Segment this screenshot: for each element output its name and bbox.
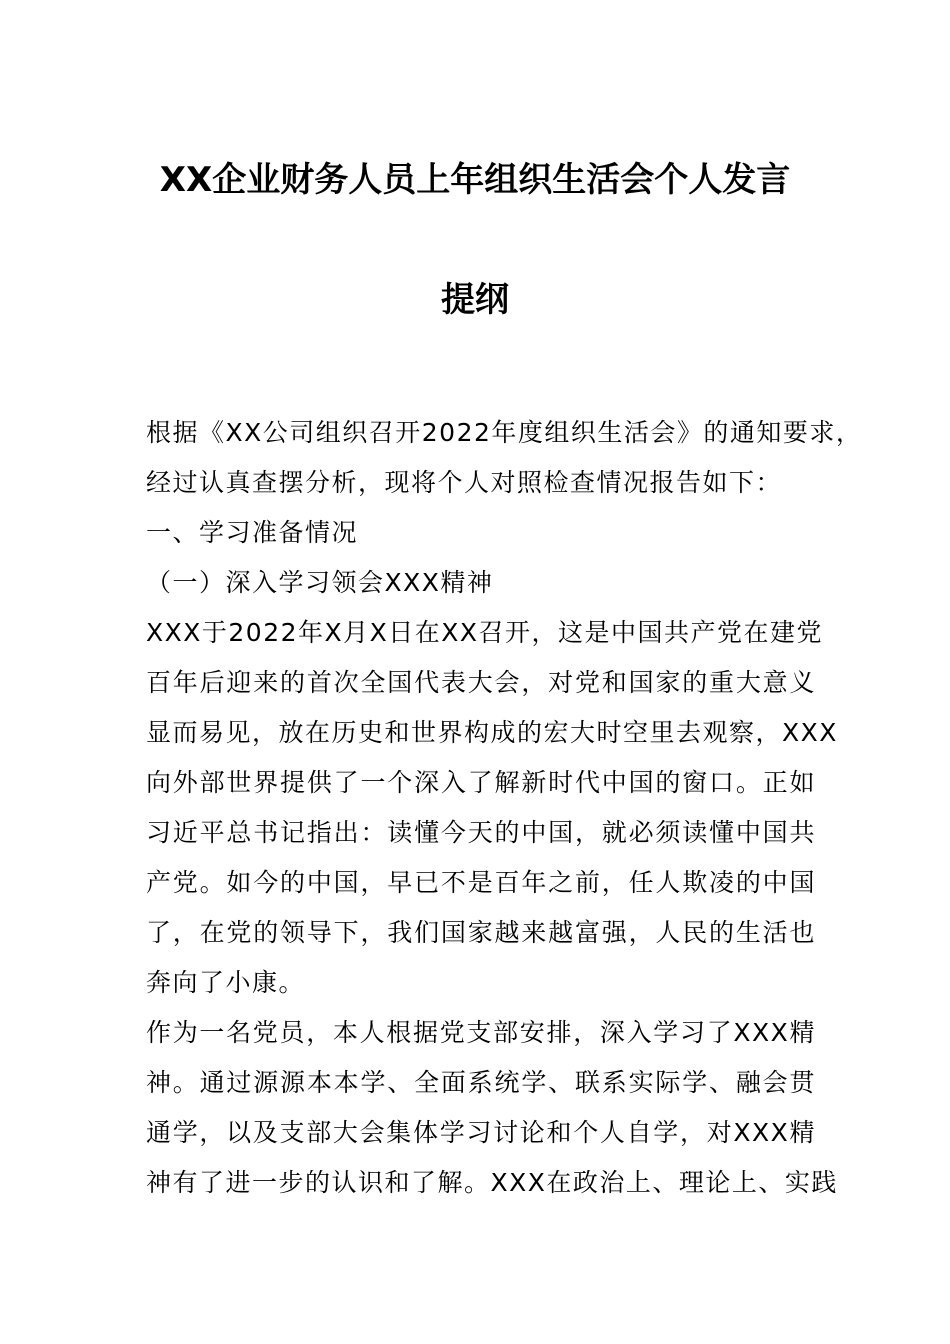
body-line-11: 了，在党的领导下，我们国家越来越富强，人民的生活也 — [146, 918, 816, 947]
subsection-heading: （一）深入学习领会XXX精神 — [146, 568, 494, 597]
body-line-15: 通学，以及支部大会集体学习讨论和个人自学，对XXX精 — [146, 1118, 816, 1147]
body-line-9: 习近平总书记指出：读懂今天的中国，就必须读懂中国共 — [146, 818, 816, 847]
body-line-16: 神有了进一步的认识和了解。XXX在政治上、理论上、实践 — [146, 1168, 838, 1197]
body-line-8: 向外部世界提供了一个深入了解新时代中国的窗口。正如 — [146, 768, 816, 797]
body-line-14: 神。通过源源本本学、全面系统学、联系实际学、融会贯 — [146, 1068, 816, 1097]
section-heading: 一、学习准备情况 — [146, 518, 359, 547]
body-line-5: XXX于2022年X月X日在XX召开，这是中国共产党在建党 — [146, 618, 824, 647]
body-line-10: 产党。如今的中国，早已不是百年之前，任人欺凌的中国 — [146, 868, 816, 897]
body-line-6: 百年后迎来的首次全国代表大会，对党和国家的重大意义 — [146, 668, 816, 697]
document-title-line-1: XX企业财务人员上年组织生活会个人发言 — [159, 160, 791, 200]
body-line-12: 奔向了小康。 — [146, 968, 306, 997]
body-line-2: 经过认真查摆分析，现将个人对照检查情况报告如下： — [146, 468, 783, 497]
document-title-line-2: 提纲 — [441, 280, 509, 320]
body-line-1: 根据《XX公司组织召开2022年度组织生活会》的通知要求， — [146, 418, 863, 447]
document-body — [146, 408, 863, 1208]
body-line-7: 显而易见，放在历史和世界构成的宏大时空里去观察，XXX — [146, 718, 838, 747]
body-line-13: 作为一名党员，本人根据党支部安排，深入学习了XXX精 — [146, 1018, 816, 1047]
